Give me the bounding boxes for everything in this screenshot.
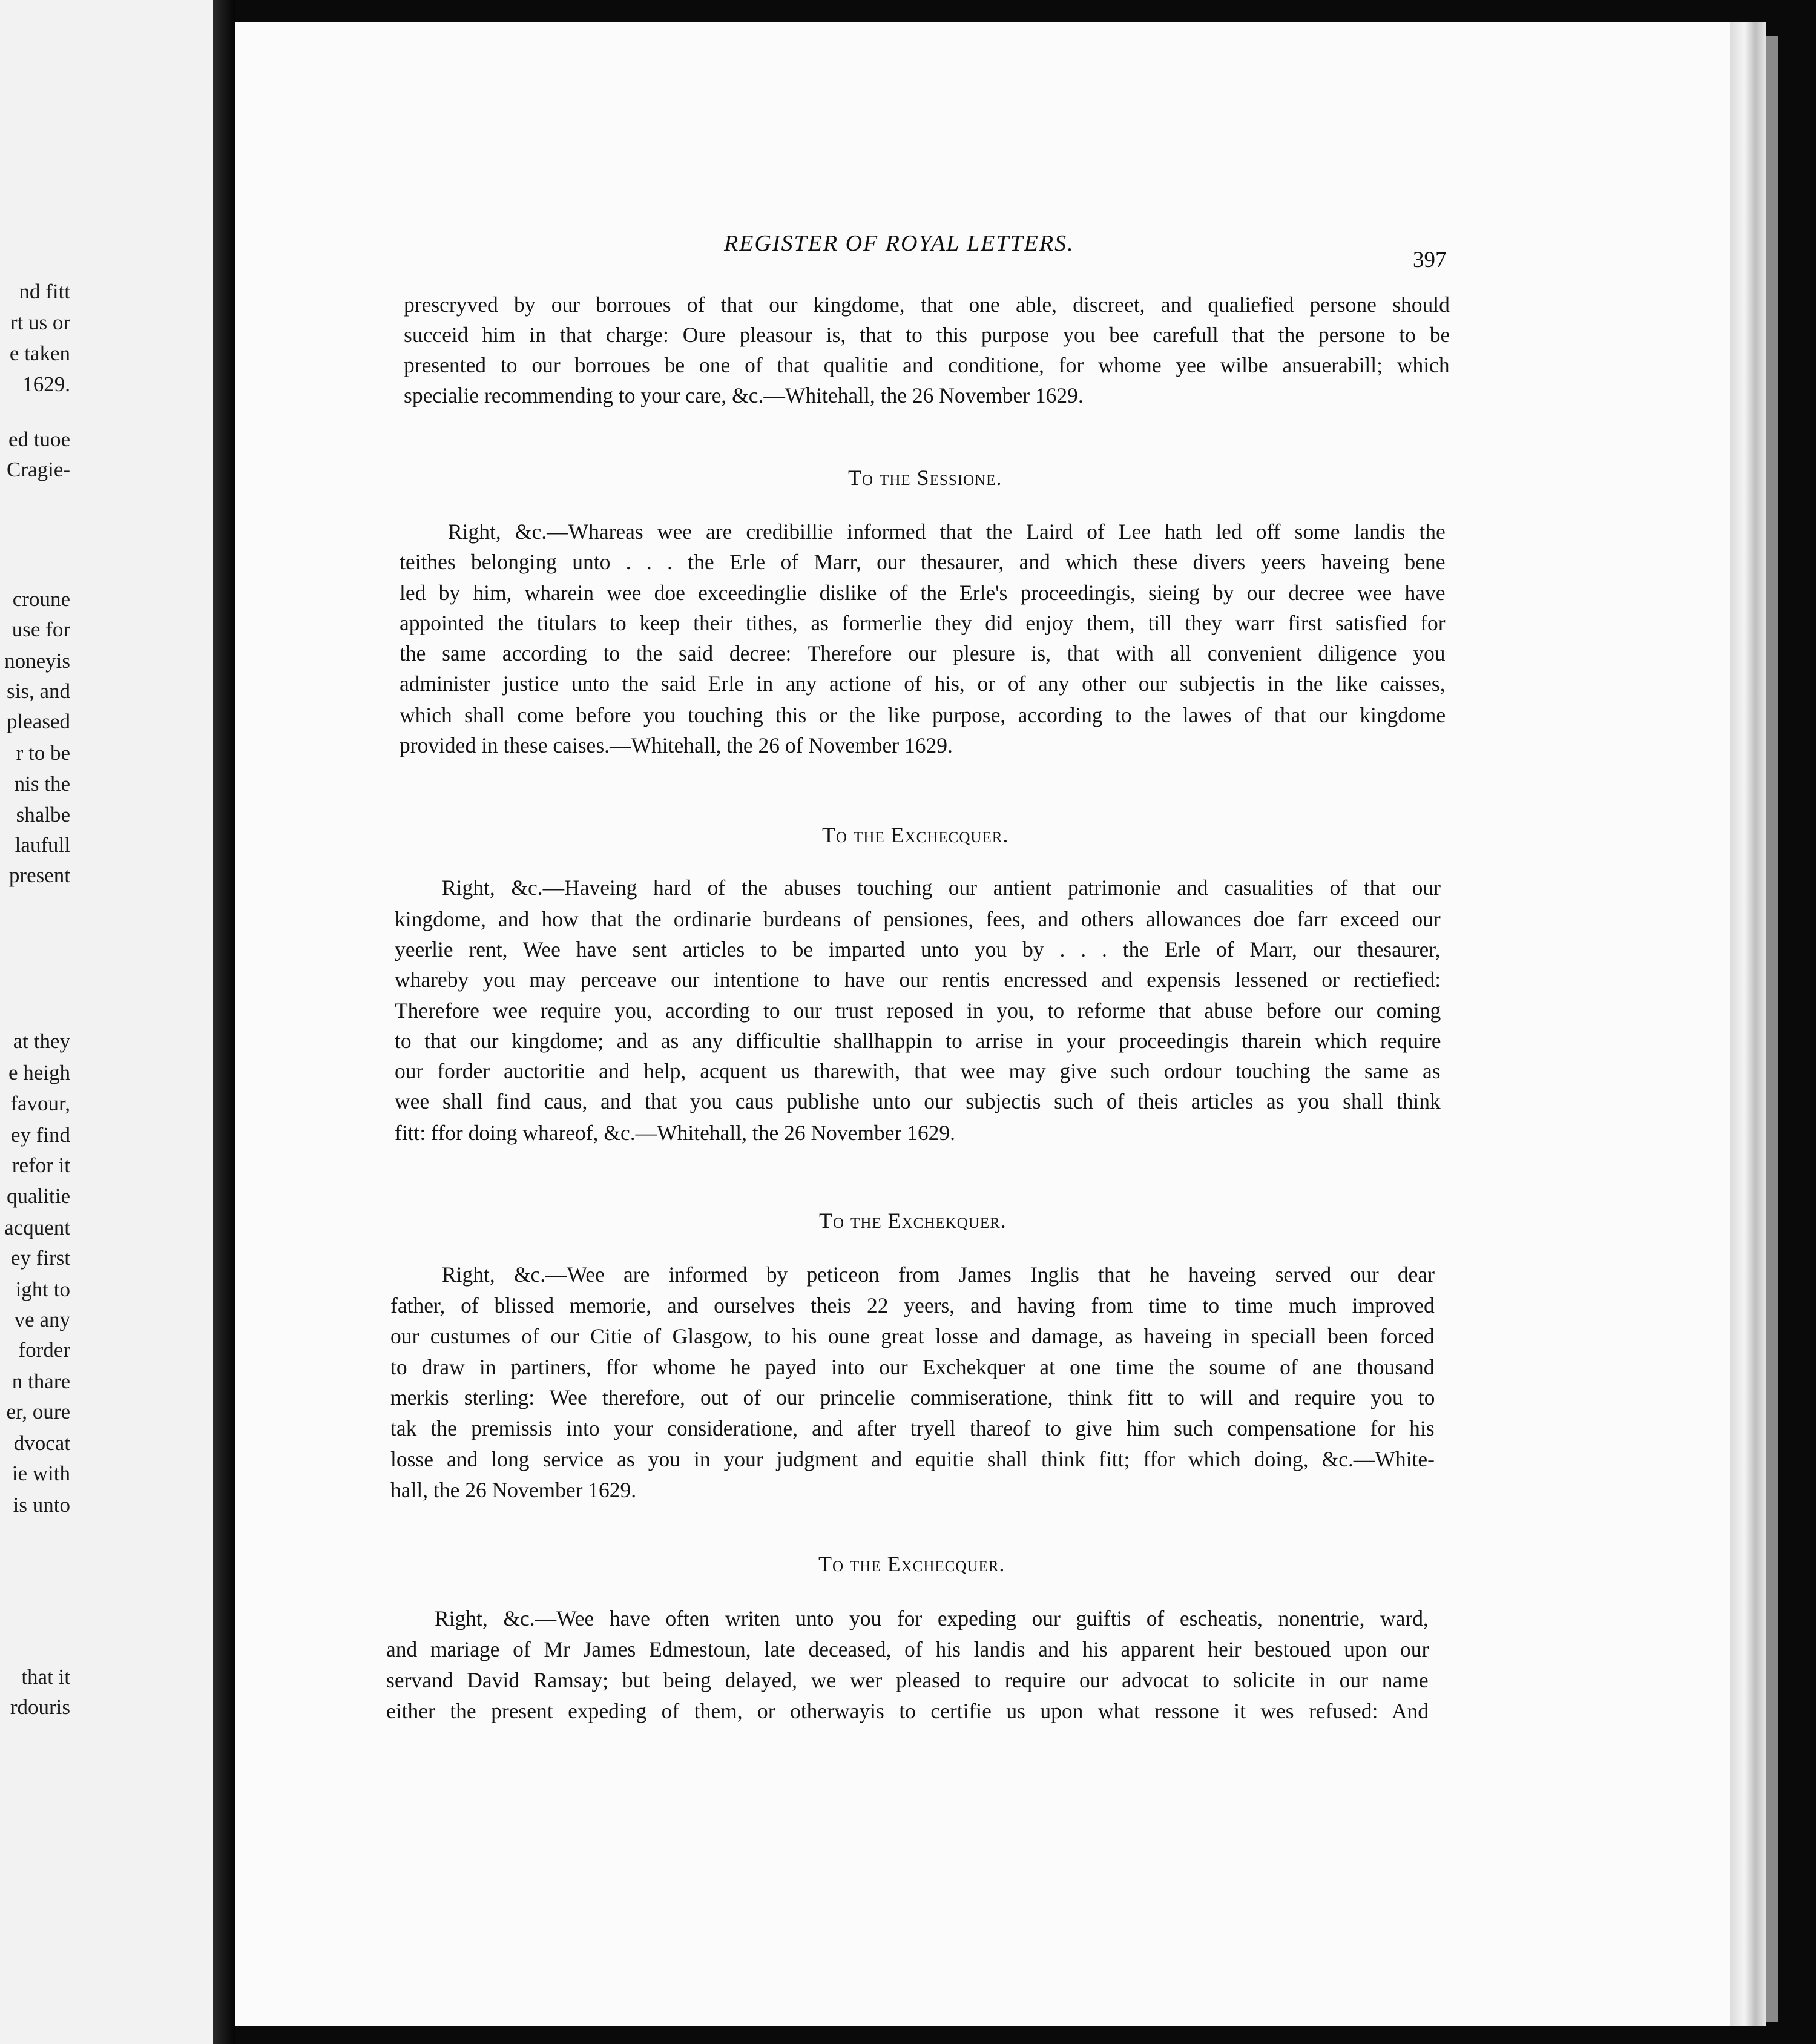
left-page-fragment: present [8,863,70,887]
left-page-fragment: sis, and [7,679,70,703]
left-page-fragment: ey find [10,1123,70,1147]
left-page-fragment: Cragie- [7,458,70,481]
left-page-fragment: acquent [4,1216,70,1239]
text-line: merkis sterling: Wee therefore, out of our princelie commiseratione, think fitt to will and require you to [390,1385,1435,1409]
left-page-fragment: refor it [12,1153,70,1177]
running-head: REGISTER OF ROYAL LETTERS. [724,231,1074,256]
section-heading: To the Exchekquer. [819,1208,1007,1233]
left-page-fragment: nis the [14,772,70,796]
left-page-fragment: ey first [10,1246,70,1270]
left-page-fragment: rt us or [10,311,70,334]
left-page-fragment: that it [21,1665,70,1689]
text-line: Right, &c.—Whareas wee are credibillie informed that the Laird of Lee hath led off some landis the [448,519,1446,544]
left-page-fragment: rdouris [10,1695,70,1719]
text-line: administer justice unto the said Erle in any actione of his, or of any other our subjectis in the like caisses, [400,671,1446,696]
text-line: appointed the titulars to keep their tithes, as formerlie they did enjoy them, till they warr first satisfied for [400,611,1446,635]
left-page-fragment: favour, [10,1092,70,1115]
section-heading: To the Sessione. [848,466,1002,490]
text-line: losse and long service as you in your judgment and equitie shall think fitt; ffor which doing, &c.—White- [390,1447,1435,1471]
text-line: specialie recommending to your care, &c.—Whitehall, the 26 November 1629. [404,383,1084,407]
text-line: yeerlie rent, Wee have sent articles to be imparted unto you by . . . the Erle of Marr, our thesaurer, [395,937,1441,961]
binding-gutter [213,0,235,2044]
text-line: the same according to the said decree: Therefore our plesure is, that with all convenient diligence you [400,641,1446,665]
left-page-fragment: is unto [13,1493,70,1517]
text-line: father, of blissed memorie, and ourselves theis 22 yeers, and having from time to time much improved [390,1293,1435,1317]
left-page-fragment: 1629. [22,372,70,396]
left-page-fragment: dvocat [13,1431,70,1455]
text-line: provided in these caises.—Whitehall, the 26 of November 1629. [400,733,953,757]
page-edge [1730,22,1766,2026]
left-page-fragment: e heigh [8,1061,70,1084]
text-line: fitt: ffor doing whareof, &c.—Whitehall, the 26 November 1629. [395,1121,956,1145]
text-line: wee shall find caus, and that you caus publishe unto our subjectis such of theis articles as you shall think [395,1089,1441,1113]
text-line: hall, the 26 November 1629. [390,1478,637,1502]
left-page-fragment: ie with [12,1462,70,1485]
left-page-fragment: use for [12,618,70,641]
text-line: kingdome, and how that the ordinarie burdeans of pensiones, fees, and others allowances doe farr exceed our [395,907,1441,931]
section-heading: To the Exchecquer. [822,823,1009,847]
left-page-fragment: er, oure [6,1400,70,1423]
text-line: our custumes of our Citie of Glasgow, to his oune great losse and damage, as haveing in speciall been forced [390,1324,1435,1348]
text-line: teithes belonging unto . . . the Erle of Marr, our thesaurer, and which these divers yeers haveing bene [400,550,1446,574]
text-line: Right, &c.—Wee are informed by peticeon from James Inglis that he haveing served our dear [442,1262,1435,1287]
section-heading: To the Exchecquer. [818,1552,1005,1576]
page-edge-shadow [1766,36,1778,2022]
text-line: which shall come before you touching this or the like purpose, according to the lawes of that our kingdome [400,703,1446,727]
left-page-fragment: croune [12,587,70,611]
left-page-fragment: nd fitt [19,280,70,303]
left-page-fragment: shalbe [16,803,70,826]
text-line: whareby you may perceave our intentione to have our rentis encressed and expensis lessened or rectiefied: [395,968,1441,992]
left-page-fragment: ed tuoe [8,427,70,451]
text-line: to that our kingdome; and as any difficultie shallhappin to arrise in your proceedingis tharein which require [395,1029,1441,1053]
text-line: Therefore wee require you, according to our trust reposed in you, to reforme that abuse before our coming [395,998,1441,1023]
left-page-fragment: ve any [14,1308,70,1331]
left-page-fragment: forder [18,1338,70,1362]
text-line: Right, &c.—Wee have often writen unto you for expeding our guiftis of escheatis, nonentrie, ward, [435,1606,1429,1630]
left-page-fragment: r to be [16,741,70,765]
left-page-fragment: qualitie [7,1184,70,1208]
left-page-fragment: laufull [15,833,70,857]
left-facing-page [0,0,213,2044]
left-page-fragment: e taken [9,341,70,365]
page-number: 397 [1413,248,1447,272]
text-line: tak the premissis into your consideratione, and after tryell thareof to give him such compensatione for his [390,1416,1435,1440]
left-page-fragment: ight to [15,1278,70,1301]
left-page-fragment: noneyis [4,649,70,673]
left-page-fragment: pleased [7,710,70,733]
text-line: succeid him in that charge: Oure pleasour is, that to this purpose you bee carefull that the persone to be [404,323,1450,347]
text-line: presented to our borroues be one of that qualitie and conditione, for whome yee wilbe ansuerabill; which [404,353,1450,377]
left-page-fragment: at they [13,1029,70,1053]
text-line: Right, &c.—Haveing hard of the abuses touching our antient patrimonie and casualities of that our [442,875,1441,900]
text-line: servand David Ramsay; but being delayed, we wer pleased to require our advocat to solicite in our name [386,1668,1429,1692]
text-line: prescryved by our borroues of that our kingdome, that one able, discreet, and qualiefied persone should [404,292,1450,317]
text-line: to draw in partiners, ffor whome he payed into our Exchekquer at one time the soume of ane thousand [390,1355,1435,1379]
text-line: and mariage of Mr James Edmestoun, late deceased, of his landis and his apparent heir bestoued upon our [386,1637,1429,1661]
text-line: our forder auctoritie and help, acquent us tharewith, that wee may give such ordour touching the same as [395,1059,1441,1083]
text-line: led by him, wharein wee doe exceedinglie dislike of the Erle's proceedingis, sieing by our decree wee have [400,581,1446,605]
left-page-fragment: n thare [12,1370,70,1393]
text-line: either the present expeding of them, or otherwayis to certifie us upon what ressone it wes refused: And [386,1699,1429,1723]
